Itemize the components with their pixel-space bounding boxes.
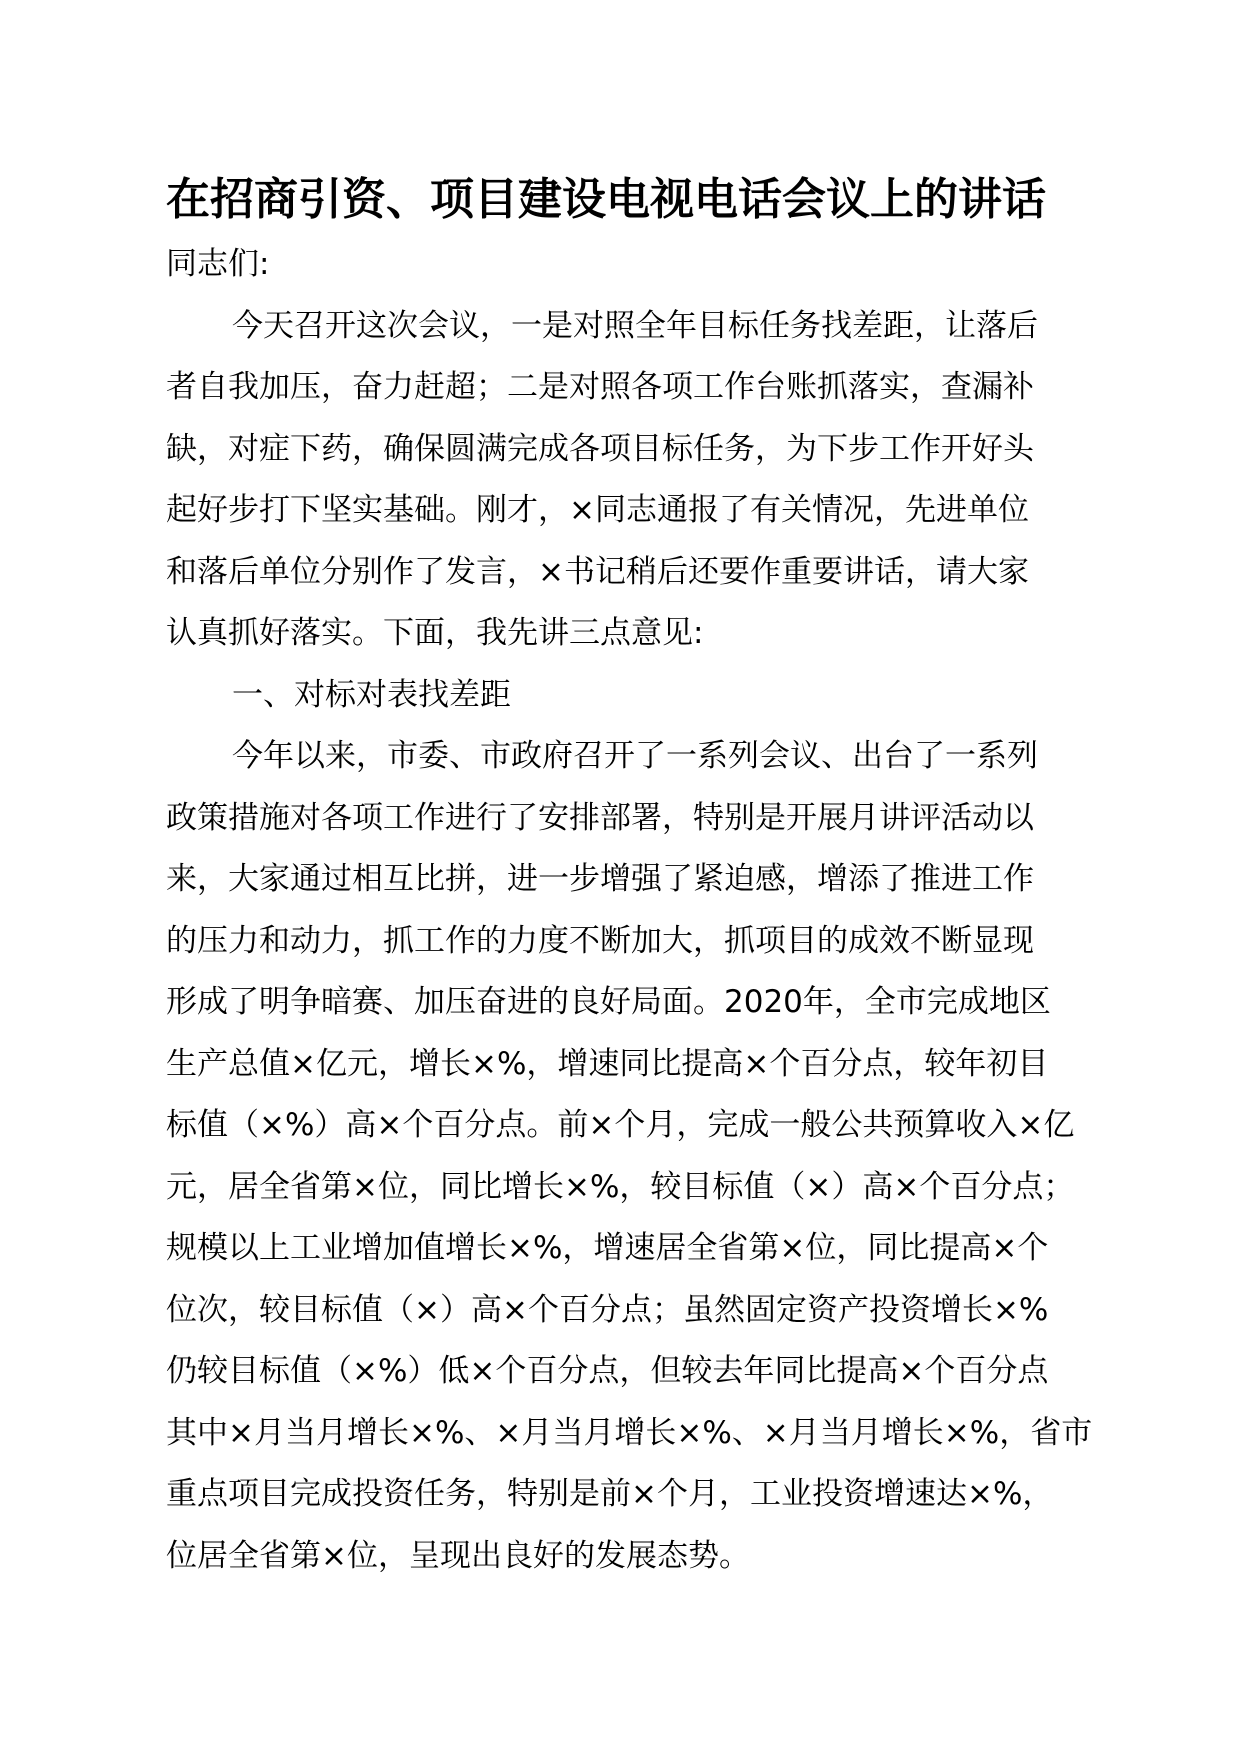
section-heading — [166, 665, 1126, 727]
paragraph-line: 今天召开这次会议，一是对照全年目标任务找差距，让落后 — [232, 307, 1038, 344]
paragraph-line: 生产总值×亿元，增长×%，增速同比提高×个百分点，较年初目 — [166, 1045, 1049, 1082]
paragraph-line: 者自我加压，奋力赶超；二是对照各项工作台账抓落实，查漏补 — [166, 369, 1034, 405]
section-heading-text: 一、对标对表找差距 — [232, 676, 511, 713]
paragraph-line: 仍较目标值（×%）低×个百分点，但较去年同比提高×个百分点 — [166, 1353, 1049, 1389]
paragraph-line: 和落后单位分别作了发言，×书记稍后还要作重要讲话，请大家 — [166, 553, 1029, 590]
paragraph-line: 重点项目完成投资任务，特别是前×个月，工业投资增速达×%， — [166, 1476, 1054, 1512]
paragraph-line: 缺，对症下药，确保圆满完成各项目标任务，为下步工作开好头 — [166, 430, 1034, 467]
document-page — [166, 168, 1126, 1587]
paragraph-intro — [166, 296, 1126, 665]
paragraph-line: 标值（×%）高×个百分点。前×个月，完成一般公共预算收入×亿 — [166, 1107, 1075, 1143]
paragraph-section-one — [166, 726, 1126, 1587]
paragraph-line: 来，大家通过相互比拼，进一步增强了紧迫感，增添了推进工作 — [166, 861, 1034, 897]
document-title: 在招商引资、项目建设电视电话会议上的讲话 — [166, 174, 1046, 225]
paragraph-line: 元，居全省第×位，同比增长×%，较目标值（×）高×个百分点； — [166, 1168, 1075, 1205]
paragraph-line: 起好步打下坚实基础。刚才，×同志通报了有关情况，先进单位 — [166, 492, 1029, 528]
paragraph-line: 的压力和动力，抓工作的力度不断加大，抓项目的成效不断显现 — [166, 922, 1034, 959]
paragraph-line: 其中×月当月增长×%、×月当月增长×%、×月当月增长×%，省市 — [166, 1414, 1093, 1451]
paragraph-line: 位次，较目标值（×）高×个百分点；虽然固定资产投资增长×% — [166, 1291, 1049, 1328]
paragraph-line: 认真抓好落实。下面，我先讲三点意见: — [166, 615, 704, 651]
salutation: 同志们: — [166, 246, 270, 282]
paragraph-line: 今年以来，市委、市政府召开了一系列会议、出台了一系列 — [232, 738, 1038, 774]
paragraph-line: 形成了明争暗赛、加压奋进的良好局面。2020年，全市完成地区 — [166, 984, 1051, 1020]
paragraph-line: 政策措施对各项工作进行了安排部署，特别是开展月讲评活动以 — [166, 799, 1034, 836]
paragraph-line: 位居全省第×位，呈现出良好的发展态势。 — [166, 1537, 750, 1574]
paragraph-line: 规模以上工业增加值增长×%，增速居全省第×位，同比提高×个 — [166, 1230, 1049, 1266]
